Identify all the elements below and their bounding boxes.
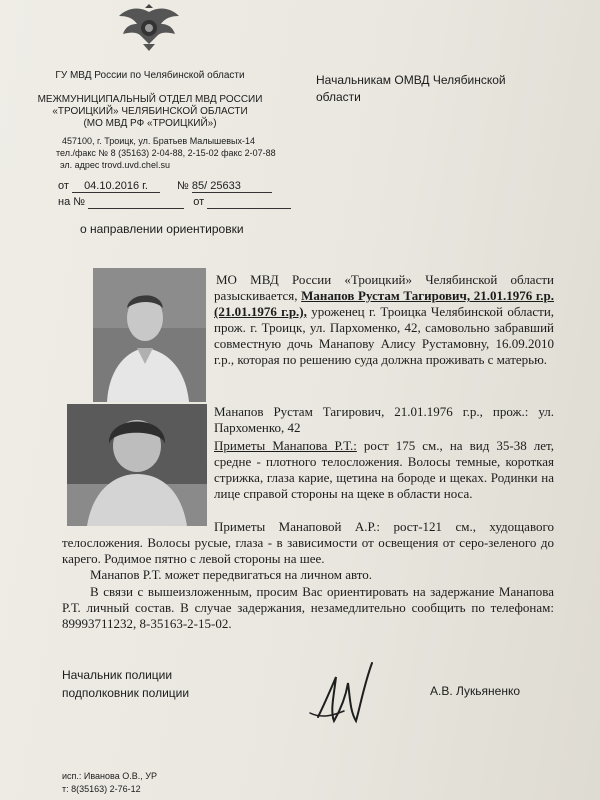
signer-title-1: Начальник полиции — [62, 668, 173, 682]
child-portrait-image — [67, 404, 207, 526]
paragraph-person-address: Манапов Рустам Тагирович, 21.01.1976 г.р., прож.: ул. Пархоменко, 42 — [214, 404, 554, 435]
signer-name: А.В. Лукьяненко — [430, 684, 521, 698]
ref-number-label: на № — [58, 196, 86, 208]
org-name-line3: (МО МВД РФ «ТРОИЦКИЙ») — [83, 118, 217, 129]
description-father-label: Приметы Манапова Р.Т.: — [214, 438, 357, 453]
ref-from-label: от — [193, 196, 205, 208]
org-name-line2: «ТРОИЦКИЙ» ЧЕЛЯБИНСКОЙ ОБЛАСТИ — [52, 106, 248, 117]
paragraph-description-father — [214, 438, 554, 502]
org-parent-name: ГУ МВД России по Челябинской области — [55, 70, 245, 81]
date-line — [58, 180, 272, 193]
signer-title-2: подполковник полиции — [62, 686, 190, 700]
paragraph-vehicle: Манапов Р.Т. может передвигаться на личном авто. — [90, 567, 373, 582]
paragraph-description-child: Приметы Манаповой А.Р.: рост-121 см., худощавого телосложения. Волосы русые, глаза - в зависимости от освещения от серо-зеленого до карего. Родимое пятно с левой стороны на шее. — [62, 519, 554, 566]
from-label: от — [58, 180, 69, 192]
org-phone-fax: тел./факс № 8 (35163) 2-04-88, 2-15-02 факс 2-07-88 — [56, 148, 276, 158]
wanted-person-name: Манапов Рустам Тагирович, 21.01.1976 г.р. (21.01.1976 г.р.), — [214, 288, 554, 319]
photo-manapova-alisa — [67, 404, 207, 526]
ref-line — [58, 196, 291, 209]
addressee-block — [316, 72, 556, 106]
photo-manapov-rustam — [93, 268, 206, 402]
handwritten-signature-icon — [300, 655, 390, 735]
man-portrait-image — [93, 268, 206, 402]
paragraph-main — [214, 272, 554, 368]
addressee-line1: Начальникам ОМВД Челябинской — [316, 73, 506, 87]
org-name-line1: МЕЖМУНИЦИПАЛЬНЫЙ ОТДЕЛ МВД РОССИИ — [37, 94, 263, 105]
doc-number: 85/ 25633 — [192, 180, 272, 193]
paragraph-main-intro: МО МВД России «Троицкий» Челябинской области разыскивается, — [214, 272, 554, 303]
subject-line: о направлении ориентировки — [80, 222, 244, 236]
executor-name: исп.: Иванова О.В., УР — [62, 771, 157, 781]
org-email: эл. адрес trovd.uvd.chel.su — [60, 160, 170, 170]
paragraph-main-details: уроженец г. Троицка Челябинской области, прож. г. Троицк, ул. Пархоменко, 42, самовольно забравший совместную дочь Манапову Алису Рустамовну, 16.09.2010 г.р., которая по решению суда должна проживать с матерью. — [214, 304, 555, 367]
executor-phone: т: 8(35163) 2-76-12 — [62, 784, 141, 794]
org-address: 457100, г. Троицк, ул. Братьев Малышевых-14 — [62, 136, 256, 146]
number-label: № — [177, 180, 189, 192]
mvd-emblem-icon — [117, 4, 181, 52]
description-father-text: рост 175 см., на вид 35-38 лет, средне - плотного телосложения. Волосы темные, короткая стрижка, глаза карие, щетина на бороде и щеках. Родинки на лице справой стороны на щеке в области носа. — [214, 438, 555, 501]
doc-date: 04.10.2016 г. — [72, 180, 160, 193]
addressee-line2: области — [316, 90, 361, 104]
paragraph-request: В связи с вышеизложенным, просим Вас ориентировать на задержание Манапова Р.Т. личный состав. В случае задержания, незамедлительно сообщить по телефонам: 89993711232, 8-35163-2-15-02. — [62, 584, 554, 631]
